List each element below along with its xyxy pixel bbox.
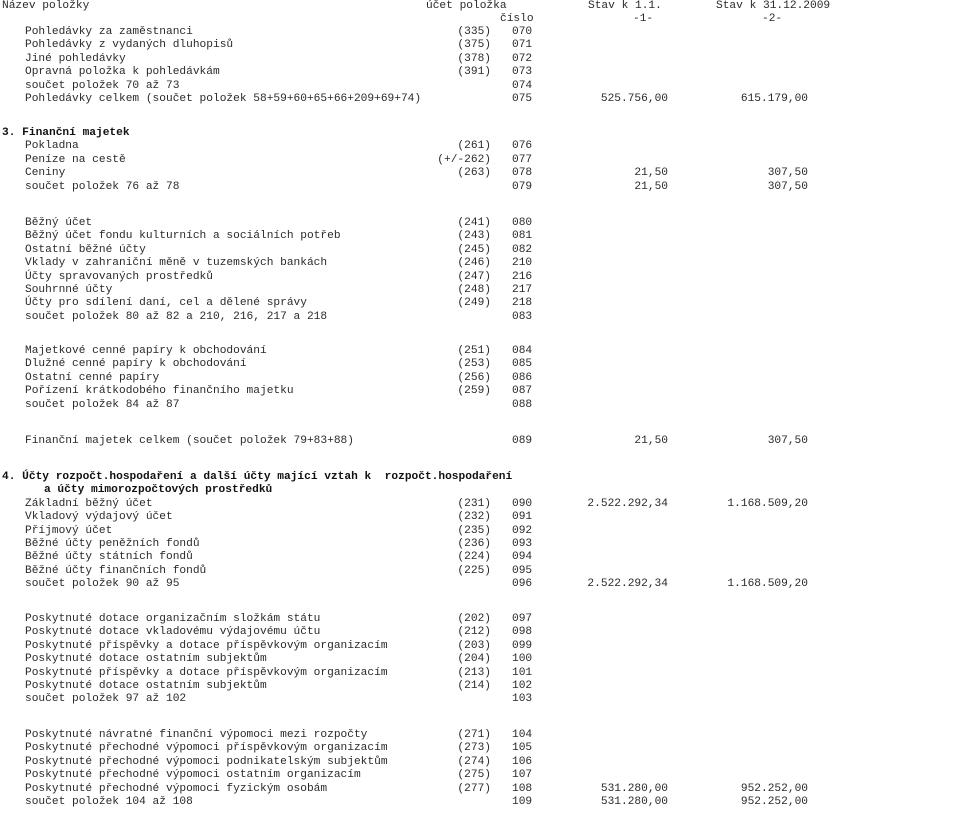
row-item-number: 087 [512, 385, 533, 397]
row-label: Souhrnné účty [25, 284, 113, 296]
row-value-end: 307,50 [767, 167, 808, 179]
row-item-number: 076 [512, 140, 533, 152]
row-account: (235) [457, 525, 491, 537]
row-label: Poskytnuté příspěvky a dotace příspěvkovým organizacím [25, 640, 388, 652]
row-item-number: 210 [512, 257, 533, 269]
row-item-number: 216 [512, 271, 533, 283]
row-account: (214) [457, 680, 491, 692]
row-label: Pořízení krátkodobého finančního majetku [25, 385, 294, 397]
row-label: Pohledávky celkem (součet položek 58+59+60+65+66+209+69+74) [25, 93, 422, 105]
row-label: Poskytnuté přechodné výpomoci příspěvkovým organizacím [25, 742, 388, 754]
row-account: (273) [457, 742, 491, 754]
row-account: (375) [457, 39, 491, 51]
section-subheading: a účty mimorozpočtových prostředků [44, 484, 273, 497]
row-label: Majetkové cenné papíry k obchodování [25, 345, 267, 357]
row-label: Účty spravovaných prostředků [25, 271, 213, 283]
row-value-start: 2.522.292,34 [587, 498, 668, 510]
row-label: Pohledávky z vydaných dluhopisů [25, 39, 234, 51]
row-account: (275) [457, 769, 491, 781]
row-item-number: 102 [512, 680, 533, 692]
row-account: (245) [457, 244, 491, 256]
header-state-end-column: -2- [762, 13, 783, 25]
row-account: (256) [457, 372, 491, 384]
row-label: Příjmový účet [25, 525, 113, 537]
row-item-number: 107 [512, 769, 533, 781]
row-label: Poskytnuté návratné finanční výpomoci mezi rozpočty [25, 729, 368, 741]
row-item-number: 101 [512, 667, 533, 679]
row-account: (391) [457, 66, 491, 78]
row-account: (232) [457, 511, 491, 523]
header-state-start: Stav k 1.1. [588, 0, 662, 12]
row-account: (213) [457, 667, 491, 679]
row-label: součet položek 70 až 73 [25, 80, 180, 92]
row-item-number: 108 [512, 783, 533, 795]
row-item-number: 104 [512, 729, 533, 741]
row-label: Peníze na cestě [25, 154, 126, 166]
row-item-number: 088 [512, 399, 533, 411]
row-label: Opravná položka k pohledávkám [25, 66, 220, 78]
row-label: Základní běžný účet [25, 498, 153, 510]
section-heading: 3. Finanční majetek [2, 127, 130, 139]
row-label: Pokladna [25, 140, 79, 152]
row-item-number: 083 [512, 311, 533, 323]
row-account: (204) [457, 653, 491, 665]
header-state-end: Stav k 31.12.2009 [716, 0, 831, 12]
row-value-end: 615.179,00 [740, 93, 808, 105]
row-item-number: 092 [512, 525, 533, 537]
row-label: Běžný účet fondu kulturních a sociálních potřeb [25, 230, 341, 242]
row-item-number: 086 [512, 372, 533, 384]
row-item-number: 072 [512, 53, 533, 65]
row-value-end: 307,50 [767, 435, 808, 447]
row-label: Běžné účty peněžních fondů [25, 538, 200, 550]
row-item-number: 075 [512, 93, 533, 105]
row-account: (203) [457, 640, 491, 652]
row-account: (378) [457, 53, 491, 65]
row-account: (251) [457, 345, 491, 357]
row-account: (261) [457, 140, 491, 152]
row-item-number: 077 [512, 154, 533, 166]
row-account: (202) [457, 613, 491, 625]
row-account: (+/-262) [437, 154, 491, 166]
row-value-end: 1.168.509,20 [727, 498, 808, 510]
row-item-number: 084 [512, 345, 533, 357]
row-label: Běžný účet [25, 217, 93, 229]
row-label: Ceniny [25, 167, 66, 179]
row-item-number: 081 [512, 230, 533, 242]
row-value-start: 21,50 [634, 181, 668, 193]
row-label: Vkladový výdajový účet [25, 511, 173, 523]
row-label: součet položek 76 až 78 [25, 181, 180, 193]
row-value-end: 952.252,00 [740, 796, 808, 808]
row-item-number: 105 [512, 742, 533, 754]
row-account: (224) [457, 551, 491, 563]
row-item-number: 070 [512, 26, 533, 38]
row-value-start: 531.280,00 [600, 783, 668, 795]
header-account: účet položka [426, 0, 507, 12]
row-value-start: 525.756,00 [600, 93, 668, 105]
row-item-number: 071 [512, 39, 533, 51]
row-label: Ostatní cenné papíry [25, 372, 160, 384]
row-label: součet položek 84 až 87 [25, 399, 180, 411]
row-value-end: 1.168.509,20 [727, 578, 808, 590]
header-name: Název položky [2, 0, 90, 12]
row-label: Vklady v zahraniční měně v tuzemských bankách [25, 257, 328, 269]
row-item-number: 099 [512, 640, 533, 652]
row-item-number: 094 [512, 551, 533, 563]
row-value-start: 2.522.292,34 [587, 578, 668, 590]
row-item-number: 078 [512, 167, 533, 179]
row-account: (259) [457, 385, 491, 397]
row-item-number: 080 [512, 217, 533, 229]
row-label: součet položek 97 až 102 [25, 693, 187, 705]
row-item-number: 095 [512, 565, 533, 577]
row-item-number: 103 [512, 693, 533, 705]
row-account: (212) [457, 626, 491, 638]
row-item-number: 109 [512, 796, 533, 808]
row-value-end: 307,50 [767, 181, 808, 193]
row-account: (225) [457, 565, 491, 577]
row-item-number: 091 [512, 511, 533, 523]
row-item-number: 093 [512, 538, 533, 550]
row-label: Finanční majetek celkem (součet položek 79+83+88) [25, 435, 354, 447]
row-label: součet položek 80 až 82 a 210, 216, 217 a 218 [25, 311, 328, 323]
row-label: Dlužné cenné papíry k obchodování [25, 358, 247, 370]
row-account: (277) [457, 783, 491, 795]
row-item-number: 097 [512, 613, 533, 625]
row-item-number: 073 [512, 66, 533, 78]
row-account: (335) [457, 26, 491, 38]
row-item-number: 090 [512, 498, 533, 510]
row-label: Poskytnuté přechodné výpomoci ostatním organizacím [25, 769, 361, 781]
section-heading: 4. Účty rozpočt.hospodaření a další účty mající vztah k rozpočt.hospodaření [2, 471, 513, 483]
row-item-number: 100 [512, 653, 533, 665]
row-value-end: 952.252,00 [740, 783, 808, 795]
row-account: (243) [457, 230, 491, 242]
row-item-number: 085 [512, 358, 533, 370]
header-account-number: číslo [500, 13, 534, 25]
row-item-number: 074 [512, 80, 533, 92]
row-value-start: 531.280,00 [600, 796, 668, 808]
row-item-number: 106 [512, 756, 533, 768]
row-account: (263) [457, 167, 491, 179]
row-label: Pohledávky za zaměstnanci [25, 26, 193, 38]
header-state-start-column: -1- [633, 13, 654, 25]
row-label: Poskytnuté dotace vkladovému výdajovému účtu [25, 626, 321, 638]
row-label: Jiné pohledávky [25, 53, 126, 65]
row-label: Ostatní běžné účty [25, 244, 146, 256]
row-account: (248) [457, 284, 491, 296]
row-item-number: 096 [512, 578, 533, 590]
row-account: (246) [457, 257, 491, 269]
row-item-number: 217 [512, 284, 533, 296]
row-account: (271) [457, 729, 491, 741]
row-label: Poskytnuté dotace organizačním složkám státu [25, 613, 321, 625]
row-label: součet položek 90 až 95 [25, 578, 180, 590]
row-label: Poskytnuté příspěvky a dotace příspěvkovým organizacím [25, 667, 388, 679]
row-value-start: 21,50 [634, 167, 668, 179]
row-label: Běžné účty státních fondů [25, 551, 193, 563]
row-label: Poskytnuté dotace ostatním subjektům [25, 680, 267, 692]
row-account: (236) [457, 538, 491, 550]
row-label: Účty pro sdílení daní, cel a dělené správy [25, 297, 307, 309]
row-account: (253) [457, 358, 491, 370]
row-account: (249) [457, 297, 491, 309]
row-item-number: 098 [512, 626, 533, 638]
row-label: Běžné účty finančních fondů [25, 565, 207, 577]
row-account: (241) [457, 217, 491, 229]
row-item-number: 089 [512, 435, 533, 447]
row-item-number: 082 [512, 244, 533, 256]
row-label: Poskytnuté přechodné výpomoci podnikatelským subjektům [25, 756, 388, 768]
row-account: (274) [457, 756, 491, 768]
row-value-start: 21,50 [634, 435, 668, 447]
row-item-number: 218 [512, 297, 533, 309]
row-account: (231) [457, 498, 491, 510]
row-label: Poskytnuté dotace ostatním subjektům [25, 653, 267, 665]
row-label: součet položek 104 až 108 [25, 796, 193, 808]
row-label: Poskytnuté přechodné výpomoci fyzickým osobám [25, 783, 328, 795]
row-account: (247) [457, 271, 491, 283]
row-item-number: 079 [512, 181, 533, 193]
